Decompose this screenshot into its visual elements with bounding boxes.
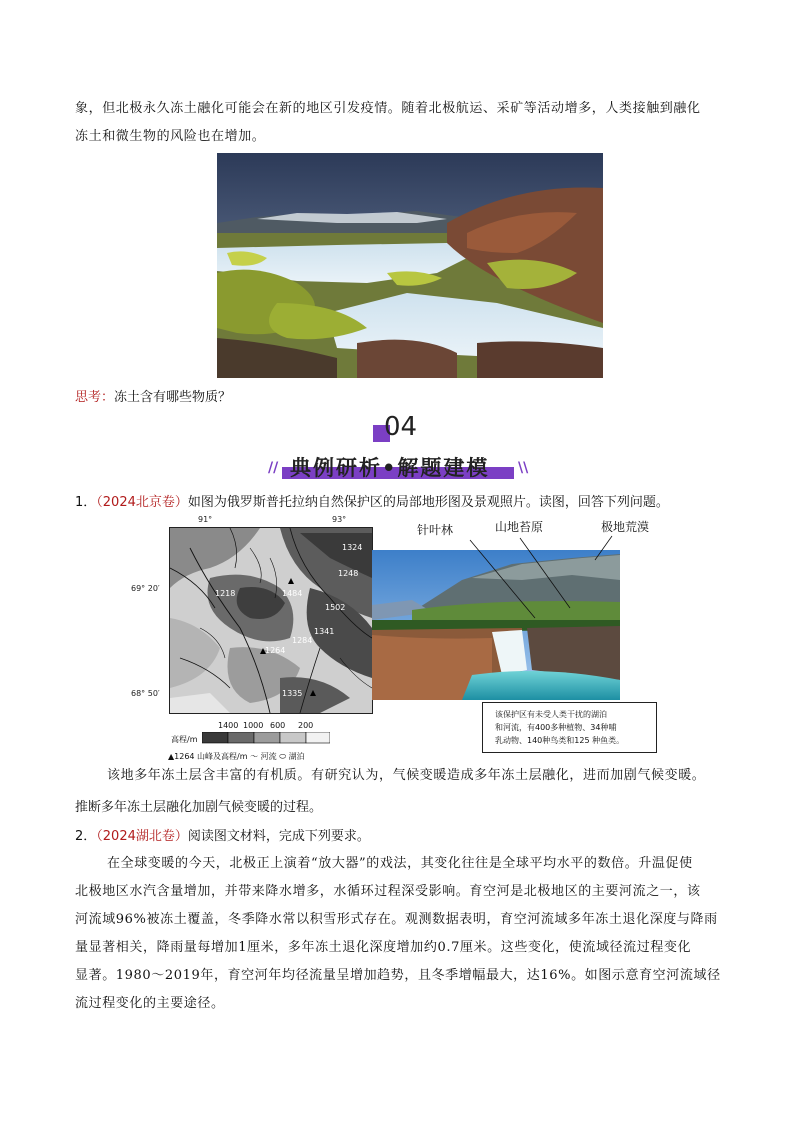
question-body-line: 北极地区水汽含量增加，并带来降水增多，水循环过程深受影响。育空河是北极地区的主要河流之一，该 <box>75 884 701 899</box>
longitude-label-right: 93° <box>332 515 347 524</box>
map-legend <box>202 721 330 751</box>
photo-label-desert: 极地荒漠 <box>601 520 650 534</box>
topographic-map <box>169 527 373 714</box>
legend-value: 1400 <box>218 721 239 730</box>
paragraph-line: 冻土和微生物的风险也在增加。 <box>75 129 266 144</box>
legend-symbols <box>168 751 305 762</box>
section-title-band <box>282 451 514 479</box>
question-body-line: 该地多年冻土层含丰富的有机质。有研究认为，气候变暖造成多年冻土层融化，进而加剧气候变暖。 <box>107 768 706 783</box>
peak-elevation: 1341 <box>314 627 335 636</box>
section-title: 典例研析•解题建模 <box>290 456 490 480</box>
photo-label-forest: 针叶林 <box>417 523 454 537</box>
question-body-line: 推断多年冻土层融化加剧气候变暖的过程。 <box>75 800 323 815</box>
legend-river-label: 河流 <box>260 752 277 761</box>
question-body-line: 流过程变化的主要途径。 <box>75 996 225 1011</box>
legend-lake-label: 湖泊 <box>288 752 305 761</box>
paragraph-line: 象，但北极永久冻土融化可能会在新的地区引发疫情。随着北极航运、采矿等活动增多，人类接触到融化 <box>75 101 701 116</box>
think-text: 冻土含有哪些物质？ <box>114 390 232 405</box>
note-line: 和河流，有400多种植物、34种哺 <box>495 723 617 732</box>
peak-elevation: 1502 <box>325 603 346 612</box>
longitude-label-left: 91° <box>198 515 213 524</box>
reserve-note-box <box>482 702 657 753</box>
slash-decoration-left: // <box>268 460 279 476</box>
peak-elevation: 1484 <box>282 589 303 598</box>
question-body-line: 显著。1980～2019年，育空河年均径流量呈增加趋势，且冬季增幅最大，达16%。如图示意育空河流域径 <box>75 968 721 983</box>
note-line: 乳动物、140种鸟类和125 种鱼类。 <box>495 736 625 745</box>
question-1-header <box>75 491 669 510</box>
think-label: 思考： <box>75 390 115 405</box>
question-body-line: 量显著相关，降雨量每增加1厘米，多年冻土退化深度增加约0.7厘米。这些变化，使流域径流过程变化 <box>75 940 692 955</box>
legend-elevation-label: 高程/m <box>171 735 198 744</box>
peak-elevation: 1324 <box>342 543 363 552</box>
legend-value: 200 <box>298 721 314 730</box>
question-source: （2024湖北卷） <box>96 829 188 844</box>
peak-elevation: 1218 <box>215 589 236 598</box>
question-text: 阅读图文材料，完成下列要求。 <box>187 829 370 844</box>
latitude-label-bottom: 68° 50′ <box>131 689 160 698</box>
question-number: 1． <box>75 495 97 510</box>
slash-decoration-right: \\ <box>518 460 529 476</box>
question-body-line: 在全球变暖的今天，北极正上演着“放大器”的戏法，其变化往往是全球平均水平的数倍。升温促使 <box>107 856 693 871</box>
section-number: 04 <box>384 412 418 442</box>
photo-label-tundra: 山地苔原 <box>495 520 544 534</box>
think-prompt <box>75 386 231 405</box>
legend-peak-label: ▲1264 山峰及高程/m <box>168 752 248 761</box>
peak-elevation: 1284 <box>292 636 313 645</box>
label-leader-lines <box>450 530 630 625</box>
question-2-header <box>75 825 370 844</box>
question-body-line: 河流域96%被冻土覆盖，冬季降水常以积雪形式存在。观测数据表明，育空河流域多年冻土退化深度与降雨 <box>75 912 718 927</box>
river-symbol-icon: 〜 <box>250 752 259 761</box>
question-number: 2． <box>75 829 97 844</box>
note-line: 该保护区有未受人类干扰的湖泊 <box>495 710 607 719</box>
latitude-label-top: 69° 20′ <box>131 584 160 593</box>
peak-elevation: 1335 <box>282 689 303 698</box>
question-source: （2024北京卷） <box>96 495 188 510</box>
permafrost-landscape-photo <box>217 153 603 378</box>
peak-elevation: 1248 <box>338 569 359 578</box>
peak-elevation: 1264 <box>265 646 286 655</box>
legend-value: 600 <box>270 721 286 730</box>
lake-symbol-icon: ⬭ <box>279 752 287 761</box>
question-text: 如图为俄罗斯普托拉纳自然保护区的局部地形图及景观照片。读图，回答下列问题。 <box>187 495 669 510</box>
legend-value: 1000 <box>243 721 264 730</box>
